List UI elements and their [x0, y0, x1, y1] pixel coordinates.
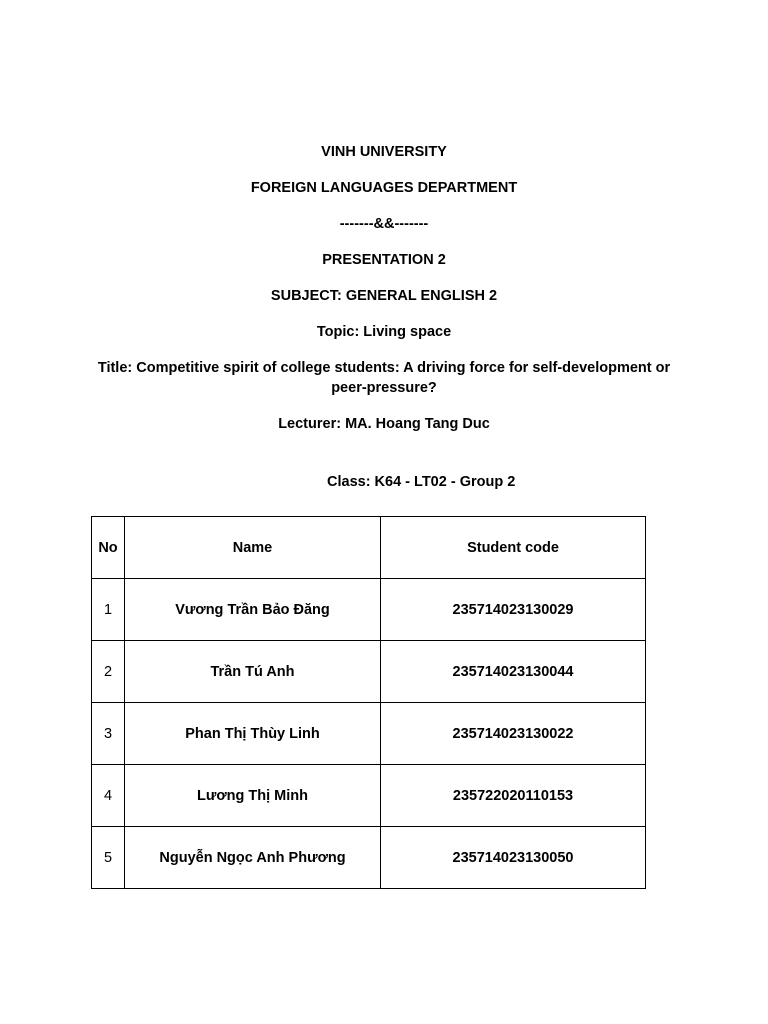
- student-name: Lương Thị Minh: [125, 765, 381, 827]
- student-table: [91, 516, 646, 889]
- student-code: 235722020110153: [381, 765, 646, 827]
- student-code: 235714023130029: [381, 579, 646, 641]
- table-row: [92, 765, 646, 827]
- student-code: 235714023130044: [381, 641, 646, 703]
- student-name: Nguyễn Ngọc Anh Phương: [125, 827, 381, 889]
- topic-label: Topic: Living space: [316, 324, 452, 340]
- lecturer-label: Lecturer: MA. Hoang Tang Duc: [278, 416, 490, 432]
- class-label: Class: K64 - LT02 - Group 2: [327, 474, 516, 490]
- table-row: [92, 827, 646, 889]
- student-name: Vương Trần Bảo Đăng: [125, 579, 381, 641]
- department-name: FOREIGN LANGUAGES DEPARTMENT: [250, 180, 518, 196]
- column-header-student-code: Student code: [381, 517, 646, 579]
- student-name: Phan Thị Thùy Linh: [125, 703, 381, 765]
- student-code: 235714023130022: [381, 703, 646, 765]
- table-row: [92, 641, 646, 703]
- row-number: 1: [92, 579, 125, 641]
- separator: -------&&-------: [339, 216, 429, 232]
- table-row: [92, 703, 646, 765]
- table-header-row: [92, 517, 646, 579]
- column-header-no: No: [92, 517, 125, 579]
- student-code: 235714023130050: [381, 827, 646, 889]
- table-row: [92, 579, 646, 641]
- row-number: 3: [92, 703, 125, 765]
- row-number: 5: [92, 827, 125, 889]
- presentation-title: Title: Competitive spirit of college students: A driving force for self-development or peer-pressure?: [97, 360, 671, 396]
- row-number: 2: [92, 641, 125, 703]
- university-name: VINH UNIVERSITY: [321, 144, 447, 160]
- student-name: Trần Tú Anh: [125, 641, 381, 703]
- subject-label: SUBJECT: GENERAL ENGLISH 2: [270, 288, 498, 304]
- column-header-name: Name: [125, 517, 381, 579]
- row-number: 4: [92, 765, 125, 827]
- presentation-label: PRESENTATION 2: [322, 252, 446, 268]
